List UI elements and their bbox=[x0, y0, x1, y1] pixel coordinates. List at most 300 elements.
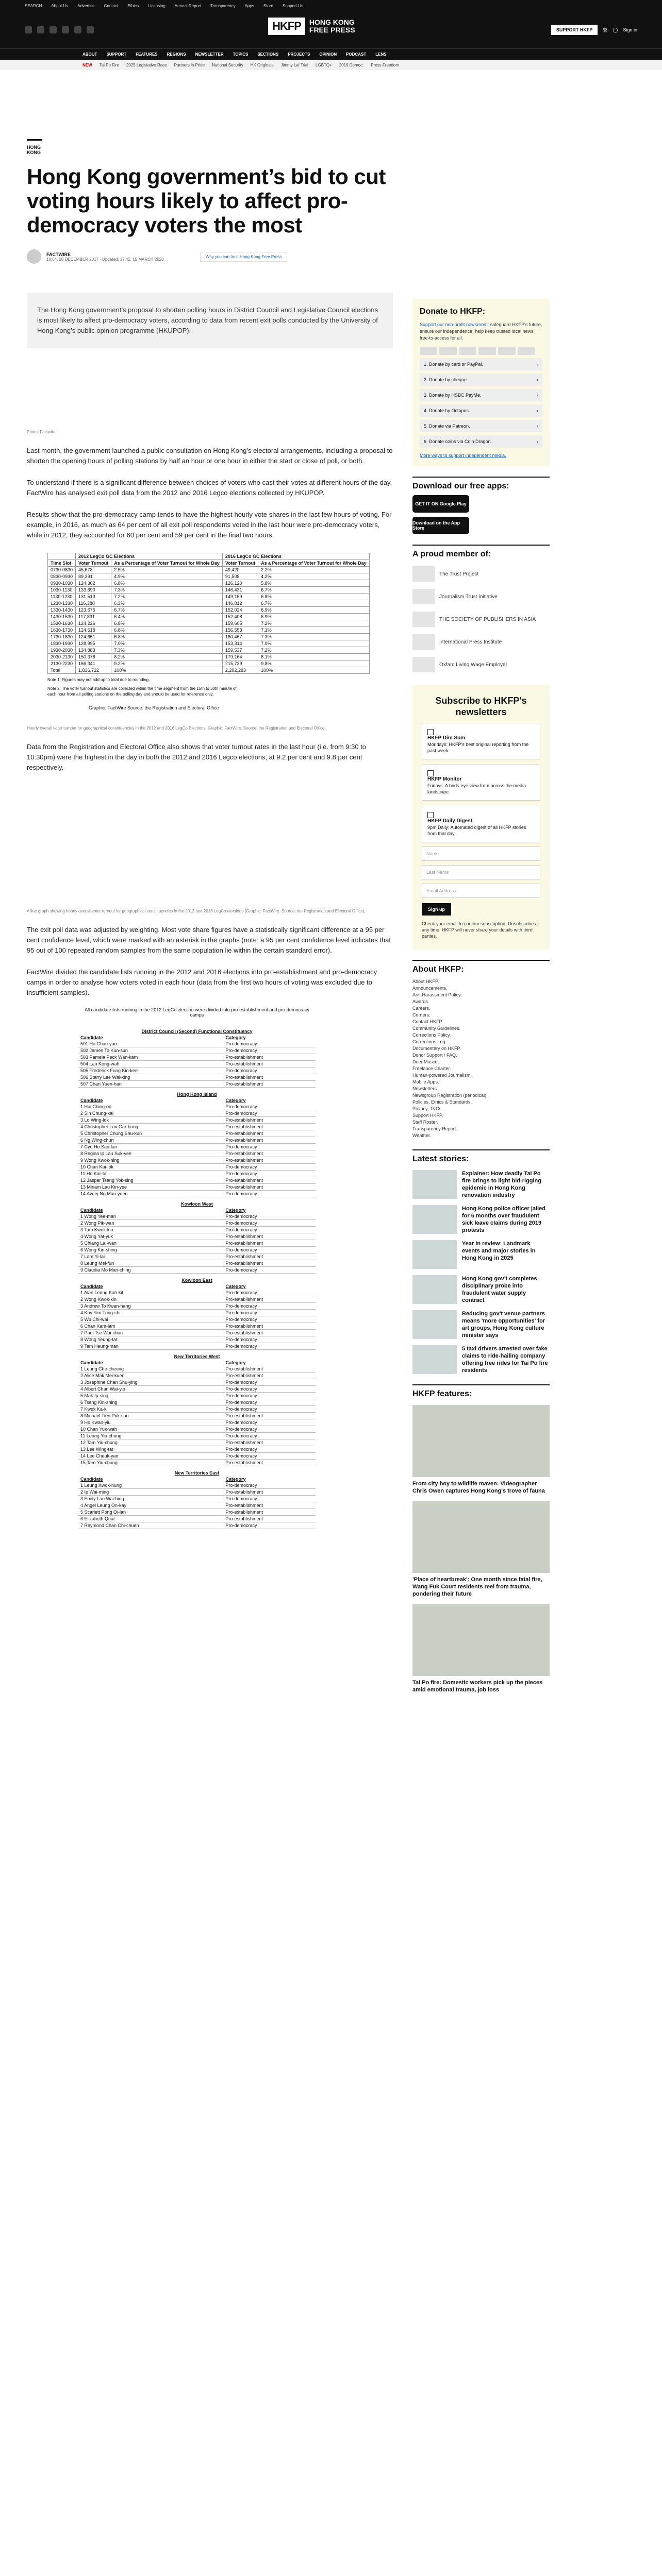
table-row bbox=[78, 1413, 316, 1419]
donate-option[interactable] bbox=[420, 358, 542, 370]
candidate-name: 7 Lam Yi-lai bbox=[78, 1253, 224, 1260]
author-name[interactable]: FACTWIRE bbox=[46, 251, 71, 257]
candidate-name: 4 Christopher Lau Gar-hung bbox=[78, 1124, 224, 1130]
table-source: Graphic: FactWire Source: the Registration and Electoral Office bbox=[89, 705, 219, 710]
google-play-button[interactable]: GET IT ON Google Play bbox=[412, 495, 469, 513]
table-row bbox=[48, 647, 370, 654]
candidate-name: 4 Kay Yim Tung-chi bbox=[78, 1310, 224, 1316]
trending-item[interactable]: LGBTQ+ bbox=[315, 62, 332, 67]
topbar-link[interactable]: About Us bbox=[51, 3, 69, 8]
table-row bbox=[78, 1446, 316, 1453]
table-cell: 6.7% bbox=[258, 587, 370, 594]
table-row bbox=[78, 1177, 316, 1184]
feature-story[interactable] bbox=[412, 1501, 550, 1598]
about-link[interactable]: Anti-Harassment Policy. bbox=[412, 992, 462, 997]
table-row bbox=[78, 1336, 316, 1343]
candidate-name: 5 Mak Ip-sing bbox=[78, 1393, 224, 1399]
about-link[interactable]: Freelance Charter. bbox=[412, 1065, 451, 1071]
about-link[interactable]: Corrections Policy. bbox=[412, 1032, 451, 1038]
candidate-category: Pro-democracy bbox=[224, 1171, 316, 1177]
table-cell: 215,739 bbox=[222, 660, 258, 667]
trending-item[interactable]: 2019 Democ. bbox=[339, 62, 364, 67]
table-cell: 6.8% bbox=[111, 620, 223, 627]
table-row bbox=[78, 1489, 316, 1496]
topbar-link[interactable]: Contact bbox=[104, 3, 119, 8]
member-logo[interactable] bbox=[412, 566, 550, 582]
table-row bbox=[78, 1426, 316, 1433]
table-cell: 100% bbox=[258, 667, 370, 674]
col-candidate: Candidate bbox=[80, 1284, 103, 1289]
twitter-icon[interactable] bbox=[37, 26, 44, 33]
topbar-link[interactable]: Annual Report bbox=[174, 3, 201, 8]
table-row bbox=[78, 1303, 316, 1310]
table-cell: 7.3% bbox=[258, 634, 370, 640]
table-row bbox=[48, 660, 370, 667]
candidate-name: 1 Wong Yee-man bbox=[78, 1213, 224, 1220]
member-list bbox=[412, 566, 550, 672]
table-row bbox=[78, 1047, 316, 1054]
table-cell: 128,995 bbox=[76, 640, 111, 647]
candidate-category: Pro-democracy bbox=[224, 1213, 316, 1220]
card-icon bbox=[420, 347, 437, 355]
about-link[interactable]: Careers. bbox=[412, 1005, 431, 1011]
chevron-right-icon: › bbox=[537, 408, 538, 413]
table-row bbox=[48, 587, 370, 594]
about-link[interactable]: Support HKFP. bbox=[412, 1112, 443, 1118]
trending-item[interactable]: Press Freedom bbox=[371, 62, 400, 67]
about-link[interactable]: Corrections Log. bbox=[412, 1039, 447, 1044]
table-row bbox=[78, 1041, 316, 1047]
candidate-name: 8 Leung Mei-fun bbox=[78, 1260, 224, 1267]
latest-story[interactable] bbox=[412, 1240, 550, 1269]
candidate-category: Pro-establishment bbox=[224, 1124, 316, 1130]
candidate-category: Pro-establishment bbox=[224, 1502, 316, 1509]
table-row bbox=[78, 1247, 316, 1253]
checkbox[interactable] bbox=[427, 812, 434, 818]
newsletter-name: HKFP Dim Sum bbox=[427, 735, 466, 741]
col-category: Category bbox=[225, 1035, 246, 1040]
table-row bbox=[78, 1406, 316, 1413]
table-header: Time Slot bbox=[48, 560, 76, 567]
table-cell: 0730-0830 bbox=[48, 567, 76, 573]
table-cell: 6.4% bbox=[111, 614, 223, 620]
donate-option[interactable] bbox=[420, 389, 542, 401]
table-row bbox=[78, 1460, 316, 1466]
table-row bbox=[78, 1453, 316, 1460]
candidate-name: 13 Lee Wing-tat bbox=[78, 1446, 224, 1453]
nav-item[interactable]: REGIONS bbox=[167, 52, 186, 57]
candidate-category: Pro-establishment bbox=[224, 1177, 316, 1184]
feature-image bbox=[412, 1501, 550, 1573]
table-row bbox=[78, 1220, 316, 1227]
newsletter-fineprint: Check your email to confirm subscription. Unsubscribe at any time. HKFP will never share your details with third parties. bbox=[422, 921, 539, 939]
trending-item[interactable]: Partners in Pride bbox=[174, 62, 205, 67]
signin-link[interactable]: Sign in bbox=[623, 27, 637, 32]
table-row bbox=[78, 1419, 316, 1426]
newsletter-option[interactable] bbox=[422, 806, 540, 842]
member-logo[interactable] bbox=[412, 612, 550, 627]
about-link[interactable]: Mobile Apps. bbox=[412, 1079, 439, 1084]
nav-item[interactable]: PROJECTS bbox=[288, 52, 310, 57]
table-cell: 7.0% bbox=[258, 640, 370, 647]
donate-option[interactable] bbox=[420, 404, 542, 417]
candidate-name: 4 Albert Chan Wai-yip bbox=[78, 1386, 224, 1393]
col-category: Category bbox=[225, 1477, 246, 1482]
about-link[interactable]: About HKFP. bbox=[412, 978, 439, 984]
candidate-category: Pro-democracy bbox=[224, 1482, 316, 1489]
table-row bbox=[78, 1393, 316, 1399]
candidate-category: Pro-democracy bbox=[224, 1386, 316, 1393]
topbar-link[interactable]: Transparency bbox=[210, 3, 236, 8]
table-row bbox=[78, 1240, 316, 1247]
candidate-category: Pro-establishment bbox=[224, 1184, 316, 1191]
table-cell: 6.7% bbox=[258, 600, 370, 607]
table-row bbox=[78, 1157, 316, 1164]
candidate-name: 13 Miriam Lau Kin-yee bbox=[78, 1184, 224, 1191]
email-input[interactable]: Email Address bbox=[422, 884, 540, 898]
table-group-2016: 2016 LegCo GC Elections bbox=[222, 553, 369, 560]
table-note-2: Note 2: The voter turnout statistics are collected within the time segment from the 15th to 30th minute of each hour from all polling stations on the polling day and should be used for reference only. bbox=[47, 686, 237, 697]
facebook-icon[interactable] bbox=[25, 26, 32, 33]
newsletter-option[interactable] bbox=[422, 765, 540, 801]
candidate-category: Pro-establishment bbox=[224, 1366, 316, 1372]
about-link[interactable]: Privacy, T&Cs. bbox=[412, 1106, 443, 1111]
about-link[interactable]: Documentary on HKFP. bbox=[412, 1045, 461, 1051]
table-cell: 124,651 bbox=[76, 634, 111, 640]
candidate-name: 7 Paul Tse Wai-chun bbox=[78, 1330, 224, 1336]
table-row bbox=[78, 1522, 316, 1529]
table-cell: 124,362 bbox=[76, 580, 111, 587]
candidate-category: Pro-democracy bbox=[224, 1047, 316, 1054]
col-candidate: Candidate bbox=[80, 1098, 103, 1103]
trending-item[interactable]: 2025 Legislative Race bbox=[126, 62, 167, 67]
topbar-link[interactable]: Advertise bbox=[77, 3, 95, 8]
about-link[interactable]: Announcements. bbox=[412, 985, 448, 991]
site-logo[interactable] bbox=[268, 18, 355, 35]
nav-item[interactable]: ABOUT bbox=[82, 52, 97, 57]
candidate-name: 10 Chan Kai-lok bbox=[78, 1164, 224, 1171]
article-kicker[interactable]: HONG KONG bbox=[27, 139, 42, 155]
candidate-category: Pro-establishment bbox=[224, 1489, 316, 1496]
candidate-category: Pro-establishment bbox=[224, 1260, 316, 1267]
table-header: Voter Turnout bbox=[222, 560, 258, 567]
table-cell: 6.8% bbox=[111, 627, 223, 634]
table-cell: 6.8% bbox=[111, 634, 223, 640]
nav-item[interactable]: PODCAST bbox=[346, 52, 367, 57]
instagram-icon[interactable] bbox=[49, 26, 57, 33]
table-row bbox=[78, 1296, 316, 1303]
more-ways-link[interactable]: More ways to support independent media. bbox=[420, 453, 506, 458]
article-lead: The Hong Kong government’s proposal to shorten polling hours in District Council and Legislative Council elections is most likely to affect pro-democracy voters, according to data from recent exit polls conducted by the University of Hong Kong’s public opinion programme (HKUPOP). bbox=[27, 293, 393, 348]
newsletter-option[interactable] bbox=[422, 723, 540, 759]
about-link[interactable]: Transparency Report. bbox=[412, 1126, 457, 1131]
feature-title: Tai Po fire: Domestic workers pick up the pieces amid emotional trauma, job loss bbox=[412, 1679, 543, 1693]
about-link[interactable]: Newsgroup Registration (periodical). bbox=[412, 1092, 488, 1098]
feature-story[interactable] bbox=[412, 1405, 550, 1495]
candidate-category: Pro-democracy bbox=[224, 1267, 316, 1274]
candidate-name: 4 Wong Yat-yuk bbox=[78, 1233, 224, 1240]
table-cell: 160,467 bbox=[222, 634, 258, 640]
candidate-name: 504 Lau Kong-wah bbox=[78, 1061, 224, 1067]
table-cell: 0830-0930 bbox=[48, 573, 76, 580]
nav-item[interactable]: FEATURES bbox=[136, 52, 158, 57]
about-link[interactable]: Newsletters. bbox=[412, 1086, 438, 1091]
donate-box bbox=[412, 299, 550, 466]
trending-item[interactable]: National Security bbox=[212, 62, 243, 67]
candidate-category: Pro-democracy bbox=[224, 1041, 316, 1047]
table-row bbox=[78, 1213, 316, 1220]
section-title: Hong Kong Island bbox=[177, 1092, 217, 1097]
table-row bbox=[78, 1081, 316, 1088]
member-name: The Trust Project bbox=[439, 571, 479, 577]
topbar-link[interactable]: SEARCH bbox=[25, 3, 42, 8]
table-row bbox=[78, 1260, 316, 1267]
nav-item[interactable]: OPINION bbox=[319, 52, 337, 57]
donate-options bbox=[420, 358, 542, 448]
paragraph: Data from the Registration and Electoral Office also shows that voter turnout rates in the last hour (i.e. from 9:30 to 10:30pm) were the highest in the day in both the 2012 and 2016 Legco elections, at 9.2 per cent and 9.8 per cent respectively. bbox=[27, 743, 367, 771]
checkbox[interactable] bbox=[427, 770, 434, 776]
about-list bbox=[412, 978, 550, 1139]
table-row bbox=[48, 620, 370, 627]
story-thumbnail bbox=[412, 1240, 457, 1269]
trending-item[interactable]: Tai Po Fire bbox=[99, 62, 119, 67]
table-row bbox=[48, 594, 370, 600]
latest-title: Latest stories: bbox=[412, 1149, 550, 1164]
table-row bbox=[78, 1482, 316, 1489]
candidate-category: Pro-establishment bbox=[224, 1323, 316, 1330]
user-icon[interactable]: ◯ bbox=[613, 27, 618, 32]
candidate-category: Pro-establishment bbox=[224, 1130, 316, 1137]
byline bbox=[27, 249, 393, 264]
member-logo-icon bbox=[412, 612, 435, 627]
trending-item[interactable]: HK Originals bbox=[250, 62, 274, 67]
card-icon bbox=[478, 347, 496, 355]
table-cell: 124,618 bbox=[76, 627, 111, 634]
candidate-name: 501 Ho Chun-yan bbox=[78, 1041, 224, 1047]
candidate-category: Pro-democracy bbox=[224, 1144, 316, 1150]
candidate-category: Pro-democracy bbox=[224, 1067, 316, 1074]
nav-item[interactable]: SECTIONS bbox=[257, 52, 279, 57]
table-row bbox=[78, 1191, 316, 1197]
logo-line2: FREE PRESS bbox=[309, 26, 355, 34]
youtube-icon[interactable] bbox=[62, 26, 69, 33]
checkbox[interactable] bbox=[427, 729, 434, 735]
topbar-link[interactable]: Support Us bbox=[282, 3, 303, 8]
candidate-name: 5 Wu Chi-wai bbox=[78, 1316, 224, 1323]
candidate-name: 505 Frederick Fung Kin-kee bbox=[78, 1067, 224, 1074]
member-name: International Press Institute bbox=[439, 639, 502, 645]
table-group-2012: 2012 LegCo GC Elections bbox=[76, 553, 223, 560]
about-link[interactable]: Contact HKFP. bbox=[412, 1019, 443, 1024]
signup-button[interactable]: Sign up bbox=[422, 903, 451, 916]
candidate-name: 11 Leung Yiu-chung bbox=[78, 1433, 224, 1439]
article-photo bbox=[27, 350, 393, 428]
donate-option[interactable] bbox=[420, 435, 542, 448]
newsletter-box bbox=[412, 685, 550, 950]
nav-item[interactable]: NEWSLETTER bbox=[195, 52, 224, 57]
turnout-table bbox=[47, 553, 370, 674]
language-toggle[interactable]: 繁 bbox=[603, 27, 608, 33]
member-logo[interactable] bbox=[412, 589, 550, 604]
last-name-input[interactable]: Last Name bbox=[422, 865, 540, 879]
latest-story[interactable] bbox=[412, 1275, 550, 1304]
about-link[interactable]: Staff Roster. bbox=[412, 1119, 438, 1125]
story-title: 5 taxi drivers arrested over fake claims to ride-hailing company offering free rides for Tai Po fire residents bbox=[462, 1345, 548, 1374]
latest-story[interactable] bbox=[412, 1345, 550, 1374]
table-row bbox=[78, 1323, 316, 1330]
latest-story[interactable] bbox=[412, 1170, 550, 1199]
story-title: Year in review: Landmark events and major stories in Hong Kong in 2025 bbox=[462, 1240, 536, 1261]
table-cell: 149,159 bbox=[222, 594, 258, 600]
candidate-category: Pro-establishment bbox=[224, 1157, 316, 1164]
about-link[interactable]: Human-powered Journalism. bbox=[412, 1072, 472, 1078]
support-button[interactable]: SUPPORT HKFP bbox=[551, 25, 598, 35]
apps-title: Download our free apps: bbox=[412, 477, 550, 491]
paragraph: The exit poll data was adjusted by weighting. Most vote share figures have a statistically significant difference at a 95 per cent confidence level, which were marked with an asterisk in the graphs (note: a 95 per cent confidence level indicates that 95 out of 100 repeated random samples from the same population lie within the certain standard error). bbox=[27, 926, 391, 954]
payment-icons bbox=[420, 347, 542, 355]
candidate-category: Pro-democracy bbox=[224, 1104, 316, 1110]
candidate-category: Pro-democracy bbox=[224, 1220, 316, 1227]
table-cell: 146,812 bbox=[222, 600, 258, 607]
candidate-category: Pro-establishment bbox=[224, 1150, 316, 1157]
donate-option[interactable] bbox=[420, 420, 542, 432]
table-cell: 1030-1130 bbox=[48, 587, 76, 594]
table-cell: 159,605 bbox=[222, 620, 258, 627]
member-logo[interactable] bbox=[412, 657, 550, 672]
about-link[interactable]: Weather. bbox=[412, 1132, 431, 1138]
topbar-link[interactable]: Store bbox=[263, 3, 273, 8]
line-graph bbox=[27, 773, 393, 907]
table-row bbox=[48, 667, 370, 674]
candidate-name: 9 Wong Kwok-hing bbox=[78, 1157, 224, 1164]
feature-story[interactable] bbox=[412, 1604, 550, 1693]
trust-link[interactable]: Why you can trust Hong Kong Free Press bbox=[200, 252, 288, 262]
table-row bbox=[78, 1104, 316, 1110]
table-row bbox=[48, 640, 370, 647]
member-logo-icon bbox=[412, 634, 435, 650]
table-cell: 117,831 bbox=[76, 614, 111, 620]
donate-text: : safeguard HKFP's future, ensure our independence, help keep trusted local news free-to-access for all. bbox=[420, 322, 542, 341]
newsletter-options bbox=[422, 723, 540, 842]
table-cell: 1130-1230 bbox=[48, 594, 76, 600]
candidate-name: 9 Claudia Mo Man-ching bbox=[78, 1267, 224, 1274]
table-cell: 91,508 bbox=[222, 573, 258, 580]
table-row bbox=[78, 1310, 316, 1316]
logo-mark: HKFP bbox=[268, 18, 305, 35]
trending-item[interactable]: Jimmy Lai Trial bbox=[280, 62, 308, 67]
table-row bbox=[48, 627, 370, 634]
latest-story[interactable] bbox=[412, 1310, 550, 1339]
about-link[interactable]: Community Guidelines. bbox=[412, 1025, 461, 1031]
candidate-name: 14 Lee Cheuk-yan bbox=[78, 1453, 224, 1460]
table-row bbox=[78, 1144, 316, 1150]
table-row bbox=[78, 1290, 316, 1296]
candidate-name: 6 Chan Kam-lam bbox=[78, 1323, 224, 1330]
section-title: District Council (Second) Functional Constituency bbox=[141, 1029, 253, 1034]
section-title: Kowloon West bbox=[181, 1201, 213, 1207]
table-row bbox=[78, 1386, 316, 1393]
topbar-link[interactable]: Ethics bbox=[127, 3, 139, 8]
name-input[interactable]: Name bbox=[422, 846, 540, 861]
feature-title: From city boy to wildlife maven: Videographer Chris Owen captures Hong Kong's trove of fauna bbox=[412, 1480, 545, 1494]
about-link[interactable]: Awards. bbox=[412, 998, 429, 1004]
col-candidate: Candidate bbox=[80, 1035, 103, 1040]
table-row bbox=[78, 1164, 316, 1171]
app-store-button[interactable]: Download on the App Store bbox=[412, 517, 469, 534]
nav-item[interactable]: SUPPORT bbox=[106, 52, 127, 57]
candidate-category: Pro-democracy bbox=[224, 1247, 316, 1253]
candidate-name: 3 Josephine Chan Shu-ying bbox=[78, 1379, 224, 1386]
table-row bbox=[78, 1330, 316, 1336]
table-row bbox=[48, 634, 370, 640]
candidate-name: 6 Wong Kin-shing bbox=[78, 1247, 224, 1253]
linkedin-icon[interactable] bbox=[74, 26, 81, 33]
nav-item[interactable]: TOPICS bbox=[233, 52, 249, 57]
table-cell: 8.1% bbox=[258, 654, 370, 660]
about-link[interactable]: Corners. bbox=[412, 1012, 431, 1018]
table-cell: 156,553 bbox=[222, 627, 258, 634]
candidate-category: Pro-democracy bbox=[224, 1316, 316, 1323]
latest-story[interactable] bbox=[412, 1205, 550, 1234]
table-cell: 1,836,722 bbox=[76, 667, 111, 674]
table-cell: 2.2% bbox=[258, 567, 370, 573]
top-utility-bar bbox=[0, 0, 662, 11]
topbar-link[interactable]: Licensing bbox=[147, 3, 166, 8]
about-link[interactable]: Donor Support / FAQ. bbox=[412, 1052, 457, 1058]
candidate-name: 502 James To Kun-sun bbox=[78, 1047, 224, 1054]
candidate-category: Pro-establishment bbox=[224, 1296, 316, 1303]
member-name: THE SOCIETY OF PUBLISHERS IN ASIA bbox=[439, 616, 536, 622]
col-candidate: Candidate bbox=[80, 1360, 103, 1365]
member-name: Oxfam Living Wage Employer bbox=[439, 662, 507, 668]
table-row bbox=[48, 567, 370, 573]
table-row bbox=[78, 1117, 316, 1124]
card-icon bbox=[459, 347, 476, 355]
about-link[interactable]: Deer Mascot. bbox=[412, 1059, 440, 1064]
topbar-link[interactable]: Apps bbox=[244, 3, 254, 8]
about-link[interactable]: Policies, Ethics & Standards. bbox=[412, 1099, 472, 1105]
donate-option[interactable] bbox=[420, 374, 542, 386]
story-title: Explainer: How deadly Tai Po fire brings to light bid-rigging epidemic in Hong Kong renovation industry bbox=[462, 1170, 541, 1198]
table-cell: 7.3% bbox=[111, 647, 223, 654]
story-thumbnail bbox=[412, 1310, 457, 1339]
nav-item[interactable]: LENS bbox=[375, 52, 387, 57]
social-links bbox=[25, 26, 94, 33]
table-row bbox=[78, 1124, 316, 1130]
table-cell: 1330-1430 bbox=[48, 607, 76, 614]
table-cell: 179,164 bbox=[222, 654, 258, 660]
table-row bbox=[78, 1150, 316, 1157]
story-thumbnail bbox=[412, 1170, 457, 1199]
rss-icon[interactable] bbox=[87, 26, 94, 33]
features-list bbox=[412, 1405, 550, 1693]
table-cell: 9.2% bbox=[111, 660, 223, 667]
newsletter-desc: Fridays: A birds-eye view from across the media landscape. bbox=[427, 783, 526, 795]
table-row bbox=[78, 1509, 316, 1516]
candidate-name: 2 Wong Kwok-kin bbox=[78, 1296, 224, 1303]
card-icon bbox=[439, 347, 457, 355]
donate-link[interactable]: Support our non-profit newsroom bbox=[420, 322, 488, 327]
chevron-right-icon: › bbox=[537, 423, 538, 429]
candidate-name: 6 Ng Wing-chun bbox=[78, 1137, 224, 1144]
candidate-category: Pro-democracy bbox=[224, 1343, 316, 1350]
donate-option-label: 1. Donate by card or PayPal. bbox=[424, 362, 484, 367]
member-logo[interactable] bbox=[412, 634, 550, 650]
table-row bbox=[48, 573, 370, 580]
candidate-category: Pro-establishment bbox=[224, 1330, 316, 1336]
chevron-right-icon: › bbox=[537, 377, 538, 382]
table-caption: Hourly overall voter turnout for geographical constituencies in the 2012 and 2016 LegCo Elections. Graphic: FactWire. Source: the Registration and Electoral Office. bbox=[27, 726, 326, 731]
